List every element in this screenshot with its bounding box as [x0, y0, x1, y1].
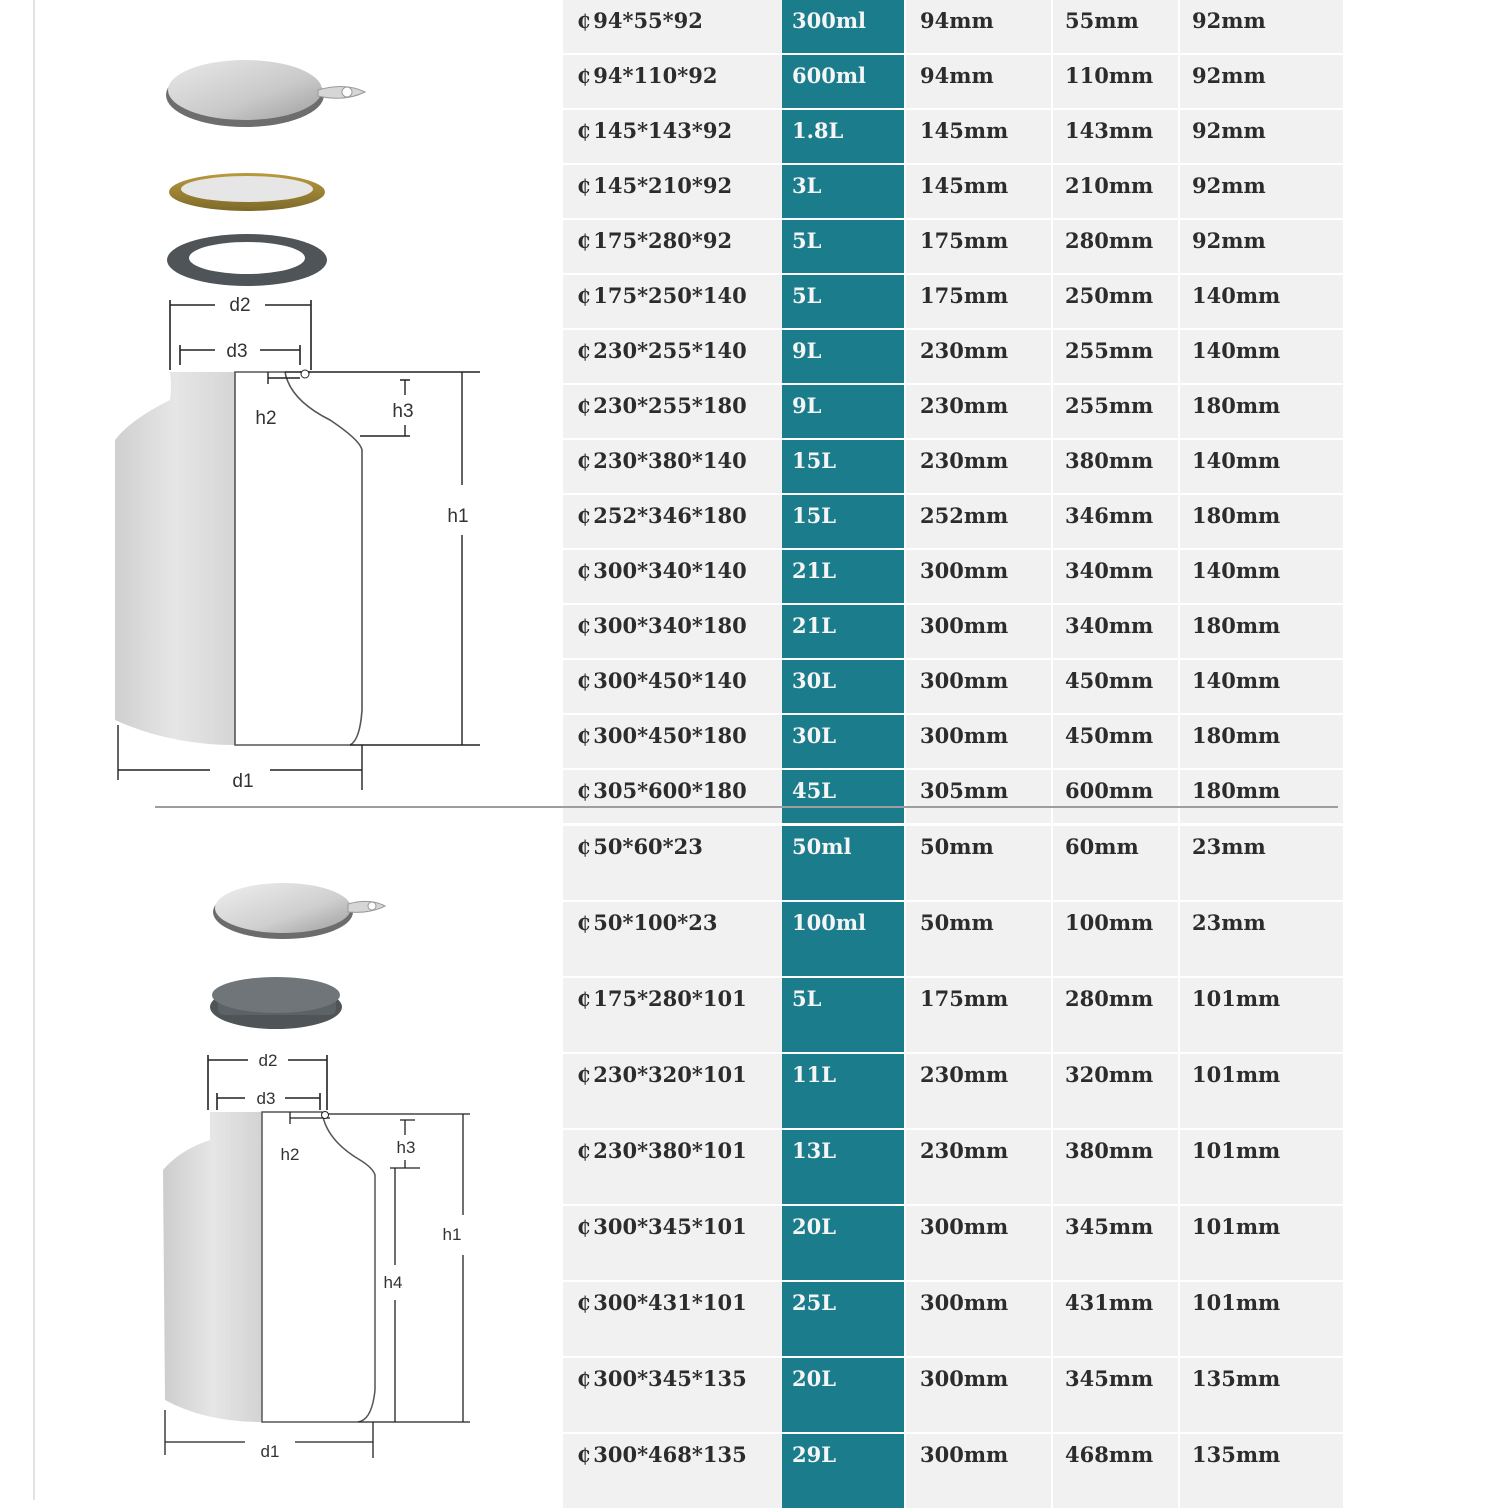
diameter-symbol: ₵ — [577, 561, 591, 583]
model-label: 300*340*180 — [593, 613, 747, 638]
capacity-cell: 21L — [782, 550, 904, 605]
model-label: 300*450*180 — [593, 723, 747, 748]
model-label: 94*110*92 — [593, 63, 718, 88]
dimension-h1-cell: 55mm — [1051, 0, 1178, 55]
dimension-h1-cell: 110mm — [1051, 55, 1178, 110]
dimension-h1-cell: 255mm — [1051, 330, 1178, 385]
model-label: 305*600*180 — [593, 778, 747, 803]
diameter-symbol: ₵ — [577, 451, 591, 473]
diameter-symbol: ₵ — [577, 989, 591, 1011]
dimension-h1-cell: 280mm — [1051, 978, 1178, 1054]
bottle-body-image-small — [163, 1112, 375, 1422]
diameter-symbol: ₵ — [577, 231, 591, 253]
table-row — [563, 0, 1343, 55]
dimension-h1-cell: 280mm — [1051, 220, 1178, 275]
model-label: 300*468*135 — [593, 1442, 747, 1467]
model-label: 230*380*101 — [593, 1138, 747, 1163]
table-row — [563, 1282, 1343, 1358]
dimension-d2-cell: 140mm — [1178, 275, 1343, 330]
model-label: 145*210*92 — [593, 173, 733, 198]
capacity-cell: 45L — [782, 770, 904, 825]
model-cell — [563, 605, 782, 660]
label-h1-bottom: h1 — [442, 1225, 462, 1244]
dimension-h1-cell: 346mm — [1051, 495, 1178, 550]
table-row — [563, 1054, 1343, 1130]
model-cell — [563, 55, 782, 110]
model-cell — [563, 902, 782, 978]
model-cell — [563, 110, 782, 165]
dimension-d1-cell: 50mm — [904, 826, 1051, 902]
model-label: 94*55*92 — [593, 8, 703, 33]
model-label: 230*255*180 — [593, 393, 747, 418]
dimension-h1-cell: 60mm — [1051, 826, 1178, 902]
model-cell — [563, 770, 782, 825]
dimension-d1-cell: 230mm — [904, 1130, 1051, 1206]
label-d2-bottom: d2 — [258, 1051, 278, 1070]
diameter-symbol: ₵ — [577, 671, 591, 693]
table-row — [563, 1206, 1343, 1282]
model-cell — [563, 495, 782, 550]
diameter-symbol: ₵ — [577, 341, 591, 363]
capacity-cell: 29L — [782, 1434, 904, 1510]
model-cell — [563, 1282, 782, 1358]
diameter-symbol: ₵ — [577, 506, 591, 528]
table-row — [563, 220, 1343, 275]
dimension-d1-cell: 300mm — [904, 660, 1051, 715]
foil-lid-image-small — [213, 883, 385, 939]
table-row — [563, 330, 1343, 385]
label-d1: d1 — [232, 771, 254, 792]
dimension-d2-cell: 101mm — [1178, 1054, 1343, 1130]
model-cell — [563, 1130, 782, 1206]
label-d1-bottom: d1 — [260, 1442, 280, 1461]
model-cell — [563, 1434, 782, 1510]
dimension-h1-cell: 255mm — [1051, 385, 1178, 440]
model-label: 230*255*140 — [593, 338, 747, 363]
diameter-symbol: ₵ — [577, 121, 591, 143]
capacity-cell: 20L — [782, 1206, 904, 1282]
diameter-symbol: ₵ — [577, 176, 591, 198]
table-row — [563, 495, 1343, 550]
diameter-symbol: ₵ — [577, 1065, 591, 1087]
model-label: 175*280*101 — [593, 986, 747, 1011]
table-row — [563, 826, 1343, 902]
label-h1: h1 — [447, 506, 469, 527]
table-row — [563, 1434, 1343, 1510]
model-label: 230*320*101 — [593, 1062, 747, 1087]
dimension-d2-cell: 92mm — [1178, 220, 1343, 275]
dimension-h1-cell: 340mm — [1051, 605, 1178, 660]
table-row — [563, 275, 1343, 330]
diameter-symbol: ₵ — [577, 726, 591, 748]
capacity-cell: 15L — [782, 495, 904, 550]
diameter-symbol: ₵ — [577, 286, 591, 308]
dimension-d1-cell: 230mm — [904, 1054, 1051, 1130]
dimension-d1-cell: 305mm — [904, 770, 1051, 825]
section-divider — [155, 806, 1338, 808]
model-cell — [563, 1358, 782, 1434]
diameter-symbol: ₵ — [577, 837, 591, 859]
table-row — [563, 1130, 1343, 1206]
label-d3-bottom: d3 — [256, 1089, 276, 1108]
label-d3: d3 — [226, 341, 248, 362]
spec-table-bottom — [563, 826, 1343, 1510]
table-row — [563, 1358, 1343, 1434]
dimension-h1-cell: 100mm — [1051, 902, 1178, 978]
spec-table-top — [563, 0, 1343, 825]
dimension-d1-cell: 300mm — [904, 715, 1051, 770]
model-label: 300*450*140 — [593, 668, 747, 693]
dimension-d1-cell: 94mm — [904, 55, 1051, 110]
capacity-cell: 13L — [782, 1130, 904, 1206]
dimension-d1-cell: 300mm — [904, 605, 1051, 660]
model-cell — [563, 440, 782, 495]
capacity-cell: 9L — [782, 330, 904, 385]
dimension-d1-cell: 300mm — [904, 1358, 1051, 1434]
dimension-d2-cell: 92mm — [1178, 55, 1343, 110]
dimension-h1-cell: 468mm — [1051, 1434, 1178, 1510]
capacity-cell: 11L — [782, 1054, 904, 1130]
capacity-cell: 5L — [782, 978, 904, 1054]
table-row — [563, 55, 1343, 110]
capacity-cell: 300ml — [782, 0, 904, 55]
capacity-cell: 50ml — [782, 826, 904, 902]
table-row — [563, 605, 1343, 660]
diameter-symbol: ₵ — [577, 913, 591, 935]
dimension-h1-cell: 431mm — [1051, 1282, 1178, 1358]
model-cell — [563, 660, 782, 715]
capacity-cell: 15L — [782, 440, 904, 495]
model-label: 230*380*140 — [593, 448, 747, 473]
capacity-cell: 5L — [782, 220, 904, 275]
capacity-cell: 5L — [782, 275, 904, 330]
table-row — [563, 660, 1343, 715]
foil-lid-image — [166, 60, 365, 127]
table-row — [563, 110, 1343, 165]
dimension-h1-cell: 450mm — [1051, 660, 1178, 715]
dimension-d2-cell: 135mm — [1178, 1358, 1343, 1434]
capacity-cell: 100ml — [782, 902, 904, 978]
diameter-symbol: ₵ — [577, 1369, 591, 1391]
dimension-d2-cell: 180mm — [1178, 715, 1343, 770]
dimension-d2-cell: 101mm — [1178, 978, 1343, 1054]
dimension-h1-cell: 345mm — [1051, 1358, 1178, 1434]
model-label: 300*340*140 — [593, 558, 747, 583]
dimension-h1-cell: 250mm — [1051, 275, 1178, 330]
dimension-d1-cell: 300mm — [904, 1282, 1051, 1358]
model-cell — [563, 0, 782, 55]
bottle-body-image — [115, 372, 362, 745]
dimension-d2-cell: 101mm — [1178, 1206, 1343, 1282]
label-h2-bottom: h2 — [280, 1145, 300, 1164]
model-label: 300*345*135 — [593, 1366, 747, 1391]
diameter-symbol: ₵ — [577, 781, 591, 803]
model-label: 175*280*92 — [593, 228, 733, 253]
table-row — [563, 978, 1343, 1054]
dimension-h1-cell: 210mm — [1051, 165, 1178, 220]
bottle-diagram-top — [0, 0, 560, 800]
dimension-d2-cell: 23mm — [1178, 826, 1343, 902]
dimension-d2-cell: 140mm — [1178, 330, 1343, 385]
model-cell — [563, 550, 782, 605]
dimension-d1-cell: 300mm — [904, 1434, 1051, 1510]
model-cell — [563, 1206, 782, 1282]
model-cell — [563, 1054, 782, 1130]
diameter-symbol: ₵ — [577, 1445, 591, 1467]
dimension-d1-cell: 252mm — [904, 495, 1051, 550]
diameter-symbol: ₵ — [577, 1293, 591, 1315]
dimension-d1-cell: 300mm — [904, 1206, 1051, 1282]
dimension-d2-cell: 180mm — [1178, 605, 1343, 660]
dimension-h1-cell: 380mm — [1051, 440, 1178, 495]
model-cell — [563, 330, 782, 385]
diameter-symbol: ₵ — [577, 1217, 591, 1239]
diameter-symbol: ₵ — [577, 11, 591, 33]
table-row — [563, 715, 1343, 770]
model-label: 50*100*23 — [593, 910, 718, 935]
metal-cap-image — [169, 173, 325, 211]
dimension-d2-cell: 140mm — [1178, 550, 1343, 605]
dimension-d2-cell: 140mm — [1178, 440, 1343, 495]
table-row — [563, 550, 1343, 605]
dimension-d2-cell: 101mm — [1178, 1282, 1343, 1358]
model-cell — [563, 220, 782, 275]
model-cell — [563, 165, 782, 220]
dimension-h1-cell: 450mm — [1051, 715, 1178, 770]
dimension-d2-cell: 23mm — [1178, 902, 1343, 978]
capacity-cell: 20L — [782, 1358, 904, 1434]
dimension-h1-cell: 320mm — [1051, 1054, 1178, 1130]
capacity-cell: 21L — [782, 605, 904, 660]
capacity-cell: 3L — [782, 165, 904, 220]
model-label: 300*345*101 — [593, 1214, 747, 1239]
model-label: 300*431*101 — [593, 1290, 747, 1315]
model-label: 175*250*140 — [593, 283, 747, 308]
dimension-d1-cell: 300mm — [904, 550, 1051, 605]
dimension-d1-cell: 230mm — [904, 330, 1051, 385]
diameter-symbol: ₵ — [577, 1141, 591, 1163]
capacity-cell: 30L — [782, 715, 904, 770]
gasket-ring-image — [167, 234, 327, 286]
capacity-cell: 9L — [782, 385, 904, 440]
model-cell — [563, 978, 782, 1054]
dimension-d1-cell: 175mm — [904, 220, 1051, 275]
table-row — [563, 385, 1343, 440]
dimension-d2-cell: 92mm — [1178, 110, 1343, 165]
diameter-symbol: ₵ — [577, 396, 591, 418]
table-row — [563, 440, 1343, 495]
model-label: 252*346*180 — [593, 503, 747, 528]
dimension-d2-cell: 180mm — [1178, 495, 1343, 550]
dimension-d1-cell: 145mm — [904, 110, 1051, 165]
model-label: 50*60*23 — [593, 834, 703, 859]
capacity-cell: 30L — [782, 660, 904, 715]
label-d2: d2 — [229, 295, 251, 316]
dimension-h1-cell: 380mm — [1051, 1130, 1178, 1206]
label-h3: h3 — [392, 401, 414, 422]
model-label: 145*143*92 — [593, 118, 733, 143]
model-cell — [563, 385, 782, 440]
capacity-cell: 600ml — [782, 55, 904, 110]
dimension-d2-cell: 180mm — [1178, 770, 1343, 825]
dimension-d2-cell: 135mm — [1178, 1434, 1343, 1510]
dimension-d2-cell: 92mm — [1178, 0, 1343, 55]
dimension-h1-cell: 340mm — [1051, 550, 1178, 605]
capacity-cell: 1.8L — [782, 110, 904, 165]
table-row — [563, 770, 1343, 825]
rubber-stopper-image — [210, 977, 342, 1029]
model-cell — [563, 715, 782, 770]
diameter-symbol: ₵ — [577, 66, 591, 88]
dimension-d2-cell: 180mm — [1178, 385, 1343, 440]
table-row — [563, 165, 1343, 220]
dimension-d2-cell: 101mm — [1178, 1130, 1343, 1206]
dimension-h1-cell: 600mm — [1051, 770, 1178, 825]
table-row — [563, 902, 1343, 978]
model-cell — [563, 275, 782, 330]
dimension-d1-cell: 175mm — [904, 275, 1051, 330]
diameter-symbol: ₵ — [577, 616, 591, 638]
dimension-d1-cell: 230mm — [904, 385, 1051, 440]
dimension-d1-cell: 175mm — [904, 978, 1051, 1054]
label-h4-bottom: h4 — [383, 1273, 403, 1292]
dimension-d2-cell: 140mm — [1178, 660, 1343, 715]
label-h2: h2 — [255, 408, 277, 429]
dimension-h1-cell: 345mm — [1051, 1206, 1178, 1282]
label-h3-bottom: h3 — [396, 1138, 416, 1157]
dimension-d1-cell: 145mm — [904, 165, 1051, 220]
dimension-d1-cell: 230mm — [904, 440, 1051, 495]
dimension-d2-cell: 92mm — [1178, 165, 1343, 220]
model-cell — [563, 826, 782, 902]
dimension-d1-cell: 94mm — [904, 0, 1051, 55]
capacity-cell: 25L — [782, 1282, 904, 1358]
dimension-d1-cell: 50mm — [904, 902, 1051, 978]
bottle-diagram-bottom — [0, 830, 560, 1480]
dimension-h1-cell: 143mm — [1051, 110, 1178, 165]
